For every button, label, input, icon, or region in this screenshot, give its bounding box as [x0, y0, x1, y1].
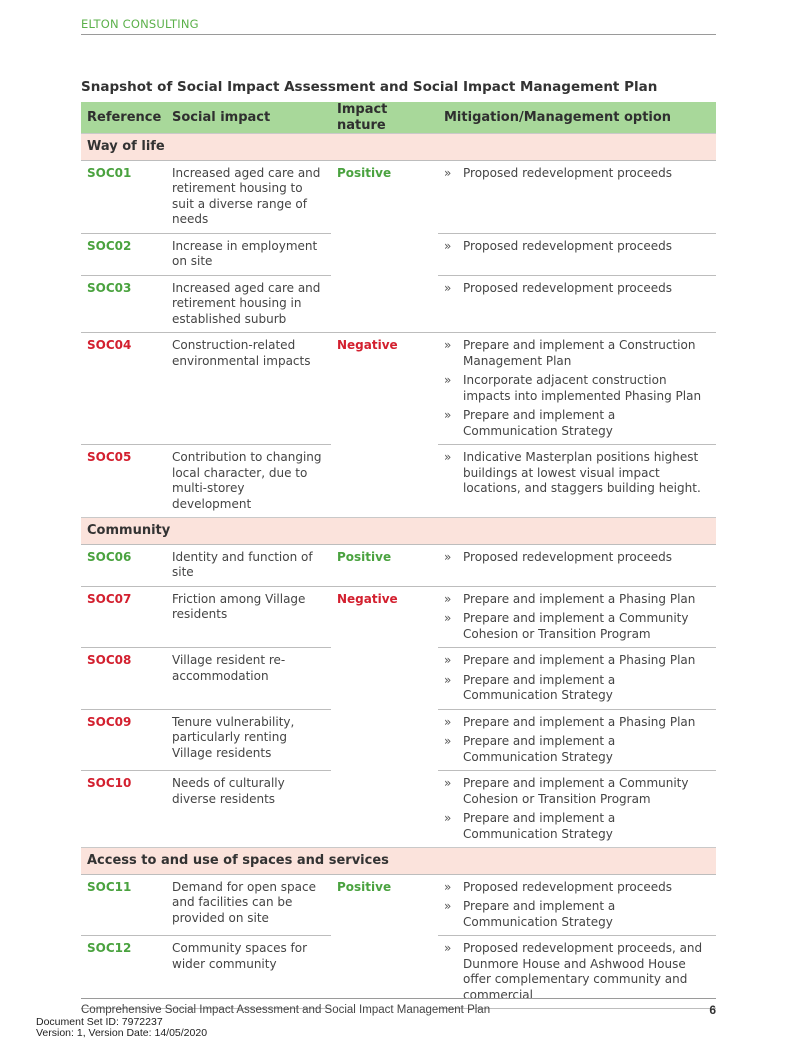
- column-header-impact-nature: Impact nature: [331, 102, 438, 134]
- bullet-icon: »: [444, 776, 452, 790]
- mitigation-cell: [438, 233, 716, 275]
- bullet-icon: »: [444, 408, 452, 422]
- bullet-icon: »: [444, 238, 452, 253]
- mitigation-item: » Proposed redevelopment proceeds: [444, 165, 672, 180]
- reference-cell: SOC07: [81, 586, 166, 648]
- bullet-icon: »: [444, 591, 452, 606]
- mitigation-item: » Prepare and implement a Community Cohesion or Transition Program: [444, 611, 689, 641]
- mitigation-item: » Prepare and implement a Communication Strategy: [444, 899, 616, 929]
- reference-cell: SOC01: [81, 160, 166, 233]
- mitigation-cell: [438, 333, 716, 445]
- header-divider: [81, 34, 716, 35]
- document-version: Version: 1, Version Date: 14/05/2020: [36, 1027, 208, 1039]
- reference-cell: SOC09: [81, 709, 166, 771]
- mitigation-item: » Proposed redevelopment proceeds: [444, 280, 672, 295]
- reference-cell: SOC08: [81, 648, 166, 710]
- reference-cell: SOC10: [81, 771, 166, 848]
- impact-cell: Contribution to changing local character, due to multi-storey development: [166, 445, 331, 518]
- mitigation-item: » Prepare and implement a Communication Strategy: [444, 408, 616, 438]
- mitigation-cell: [438, 586, 716, 648]
- mitigation-item: » Proposed redevelopment proceeds: [444, 879, 672, 894]
- reference-cell: SOC12: [81, 936, 166, 1009]
- reference-cell: SOC06: [81, 544, 166, 586]
- reference-cell: SOC11: [81, 874, 166, 936]
- footer-divider: [81, 998, 716, 999]
- mitigation-item: » Prepare and implement a Phasing Plan: [444, 591, 696, 606]
- impact-cell: Construction-related environmental impacts: [166, 333, 331, 445]
- mitigation-cell: [438, 874, 716, 936]
- reference-cell: SOC03: [81, 275, 166, 333]
- bullet-icon: »: [444, 549, 452, 564]
- header-brand: ELTON CONSULTING: [81, 17, 199, 31]
- bullet-icon: »: [444, 879, 452, 894]
- impact-nature-cell: Positive: [331, 874, 438, 1009]
- mitigation-cell: [438, 275, 716, 333]
- table-title: Snapshot of Social Impact Assessment and Social Impact Management Plan: [81, 79, 658, 95]
- impact-cell: Community spaces for wider community: [166, 936, 331, 1009]
- mitigation-cell: [438, 648, 716, 710]
- table-row: [81, 333, 716, 445]
- bullet-icon: »: [444, 165, 452, 180]
- bullet-icon: »: [444, 714, 452, 729]
- bullet-icon: »: [444, 811, 452, 825]
- reference-cell: SOC02: [81, 233, 166, 275]
- column-header-reference: Reference: [81, 102, 166, 134]
- mitigation-cell: [438, 160, 716, 233]
- mitigation-item: » Indicative Masterplan positions highest buildings at lowest visual impact locations, and staggers building height.: [444, 450, 701, 495]
- category-row-community: Community: [81, 518, 716, 545]
- impact-cell: Demand for open space and facilities can be provided on site: [166, 874, 331, 936]
- table-row: [81, 160, 716, 233]
- column-header-mitigation: Mitigation/Management option: [438, 102, 716, 134]
- impact-nature-cell: Negative: [331, 333, 438, 518]
- table-header-row: [81, 102, 716, 134]
- reference-cell: SOC05: [81, 445, 166, 518]
- bullet-icon: »: [444, 899, 452, 913]
- bullet-icon: »: [444, 450, 452, 464]
- impact-cell: Increased aged care and retirement housing to suit a diverse range of needs: [166, 160, 331, 233]
- impact-nature-cell: Positive: [331, 160, 438, 333]
- impact-cell: Identity and function of site: [166, 544, 331, 586]
- impact-cell: Village resident re-accommodation: [166, 648, 331, 710]
- mitigation-item: » Proposed redevelopment proceeds, and Dunmore House and Ashwood House offer complementary community and commercial: [444, 941, 703, 1002]
- table-row: [81, 874, 716, 936]
- bullet-icon: »: [444, 280, 452, 295]
- impact-nature-cell: Positive: [331, 544, 438, 586]
- mitigation-item: » Prepare and implement a Communication Strategy: [444, 734, 616, 764]
- reference-cell: SOC04: [81, 333, 166, 445]
- impact-cell: Friction among Village residents: [166, 586, 331, 648]
- mitigation-item: » Prepare and implement a Communication Strategy: [444, 672, 616, 702]
- mitigation-item: » Prepare and implement a Phasing Plan: [444, 714, 696, 729]
- table-row: [81, 586, 716, 648]
- mitigation-cell: [438, 709, 716, 771]
- mitigation-item: » Proposed redevelopment proceeds: [444, 549, 672, 564]
- bullet-icon: »: [444, 941, 452, 955]
- mitigation-cell: [438, 544, 716, 586]
- mitigation-cell: [438, 445, 716, 518]
- impact-table: [81, 102, 716, 1009]
- page-number: 6: [709, 1003, 716, 1017]
- bullet-icon: »: [444, 338, 452, 352]
- category-row-access-to-spaces: Access to and use of spaces and services: [81, 848, 716, 875]
- bullet-icon: »: [444, 734, 452, 748]
- impact-cell: Tenure vulnerability, particularly renting Village residents: [166, 709, 331, 771]
- mitigation-item: » Incorporate adjacent construction impacts into implemented Phasing Plan: [444, 373, 702, 403]
- mitigation-item: » Prepare and implement a Communication Strategy: [444, 811, 616, 841]
- bullet-icon: »: [444, 672, 452, 687]
- mitigation-item: » Prepare and implement a Community Cohesion or Transition Program: [444, 776, 689, 806]
- table-row: [81, 544, 716, 586]
- impact-cell: Increased aged care and retirement housing in established suburb: [166, 275, 331, 333]
- impact-nature-cell: Negative: [331, 586, 438, 848]
- mitigation-item: » Prepare and implement a Construction Management Plan: [444, 338, 696, 368]
- impact-cell: Increase in employment on site: [166, 233, 331, 275]
- bullet-icon: »: [444, 611, 452, 625]
- bullet-icon: »: [444, 373, 452, 387]
- bullet-icon: »: [444, 653, 452, 667]
- column-header-social-impact: Social impact: [166, 102, 331, 134]
- document-set-id: Document Set ID: 7972237: [36, 1016, 163, 1028]
- mitigation-cell: [438, 771, 716, 848]
- mitigation-item: » Proposed redevelopment proceeds: [444, 238, 672, 253]
- mitigation-item: » Prepare and implement a Phasing Plan: [444, 653, 696, 667]
- category-row-way-of-life: Way of life: [81, 134, 716, 161]
- impact-cell: Needs of culturally diverse residents: [166, 771, 331, 848]
- footer-title: Comprehensive Social Impact Assessment and Social Impact Management Plan: [81, 1004, 491, 1016]
